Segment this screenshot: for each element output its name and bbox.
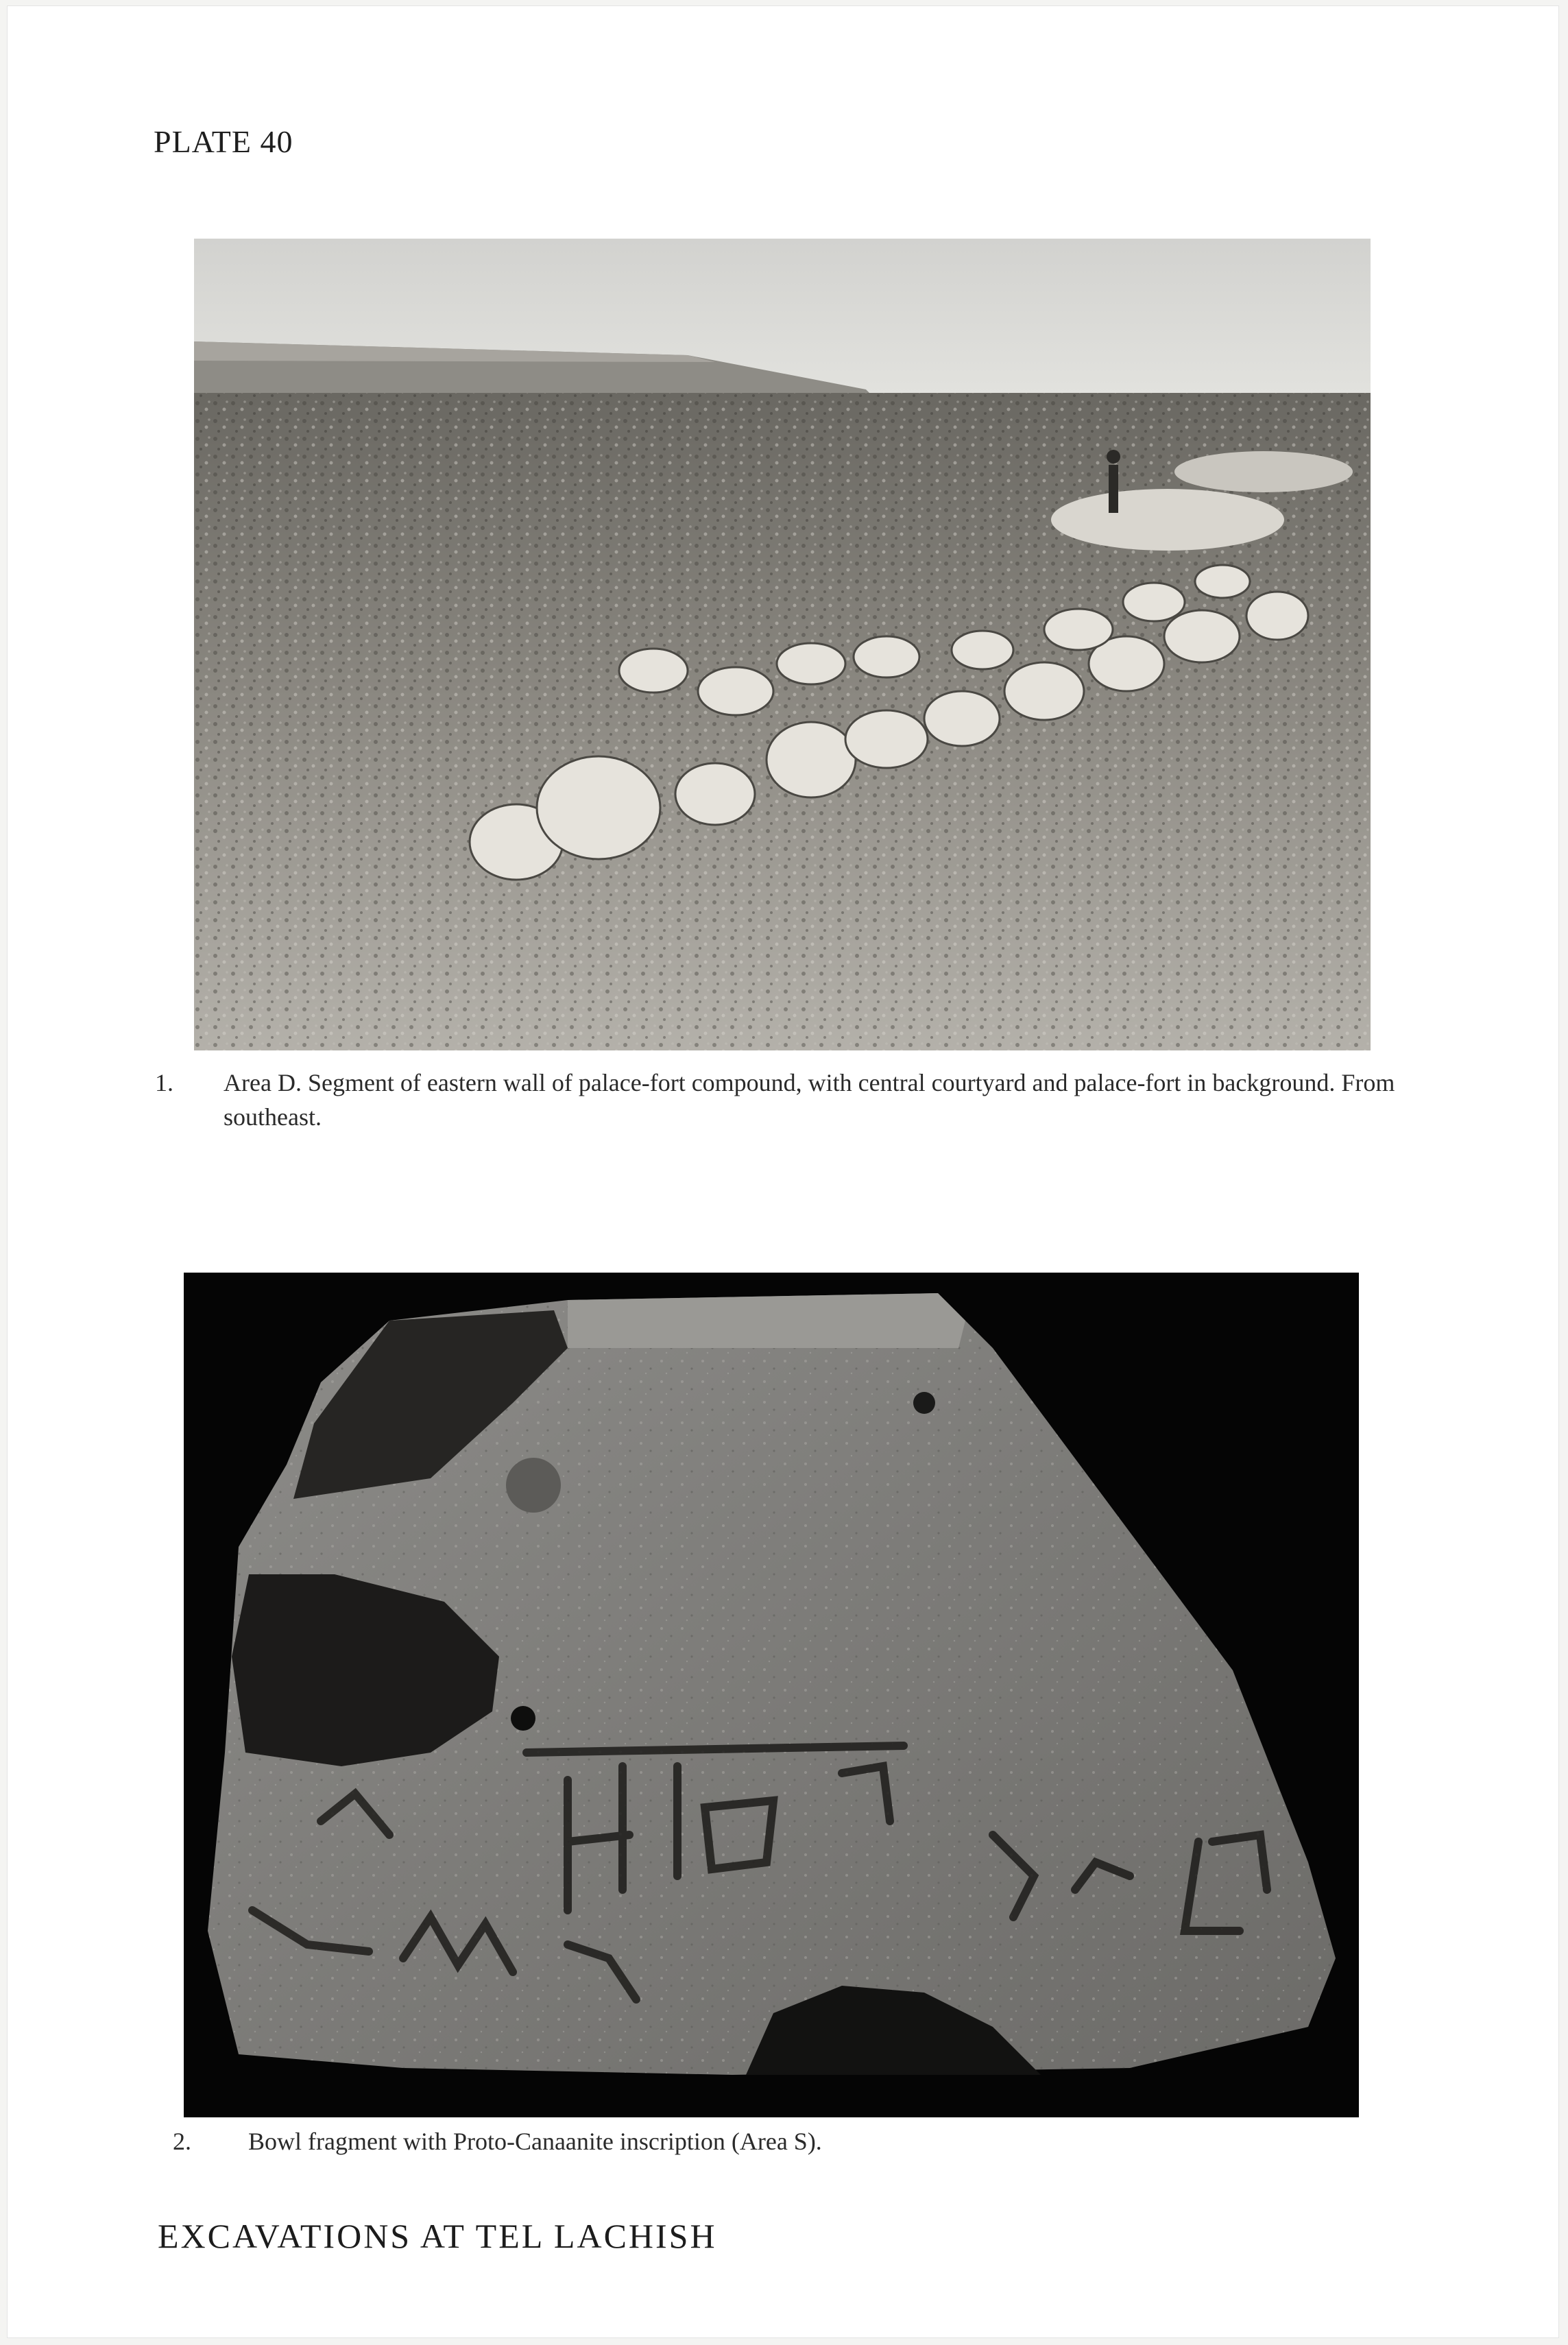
- figure-2-caption: Bowl fragment with Proto-Canaanite inscription (Area S).: [248, 2128, 822, 2155]
- photo-bowl-fragment: [184, 1273, 1359, 2117]
- figure-1-caption: Area D. Segment of eastern wall of palace-fort compound, with central courtyard and palace-fort in background. From southeast.: [224, 1069, 1395, 1131]
- bowl-fragment-illustration: [184, 1273, 1359, 2117]
- site-photo-illustration: [194, 239, 1371, 1050]
- figure-2-number: 2.: [173, 2128, 191, 2155]
- book-title-footer: EXCAVATIONS AT TEL LACHISH: [158, 2217, 717, 2255]
- figure-1-number: 1.: [155, 1069, 173, 1096]
- photo-area-d-wall: [194, 239, 1371, 1050]
- plate-label: PLATE 40: [154, 124, 293, 159]
